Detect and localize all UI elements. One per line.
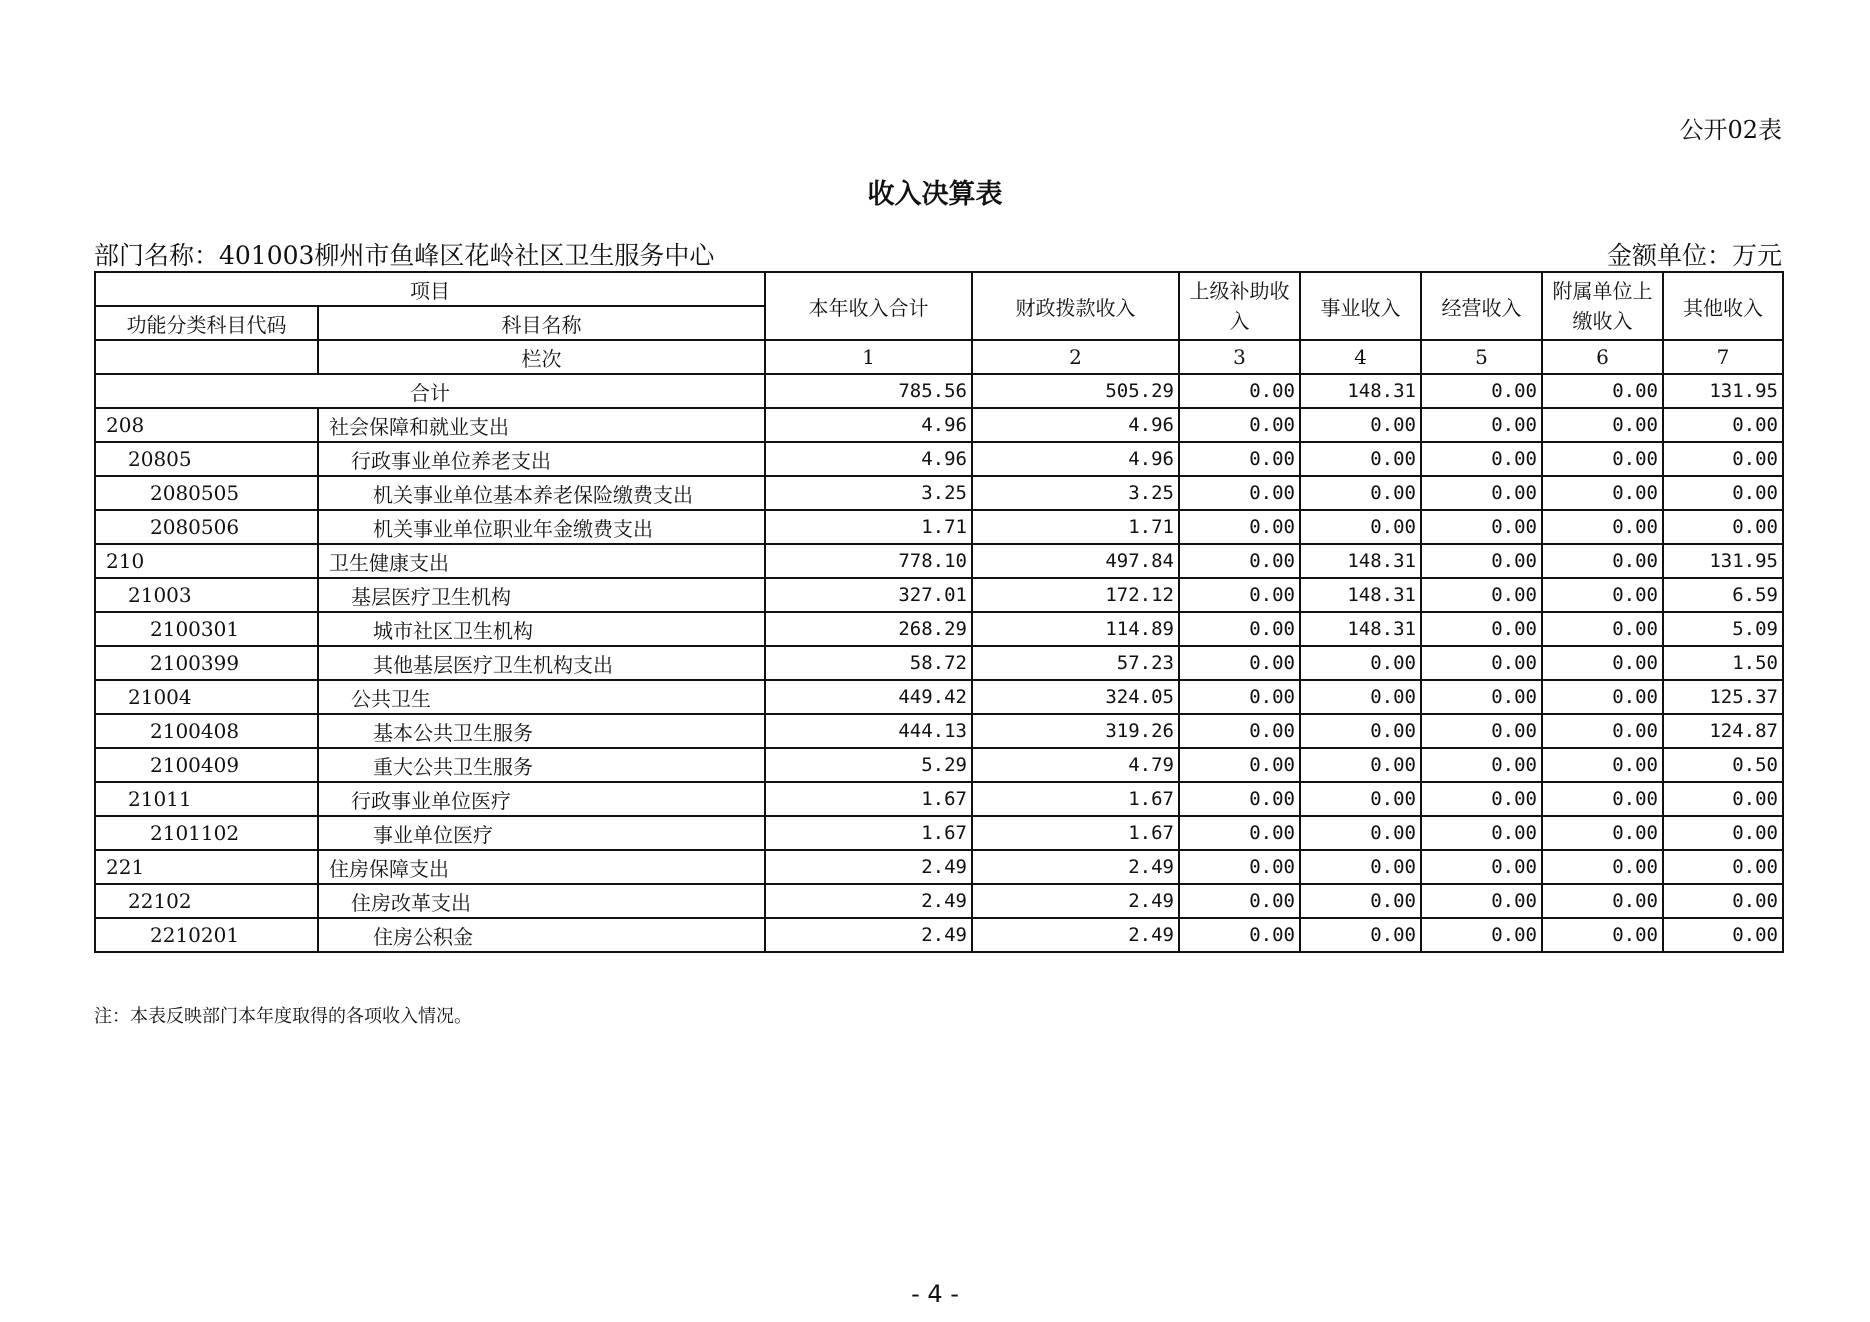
amount-cell: 5.29 bbox=[765, 748, 972, 782]
amount-cell: 0.00 bbox=[1542, 612, 1663, 646]
amount-cell: 2.49 bbox=[972, 884, 1179, 918]
amount-cell: 0.00 bbox=[1542, 680, 1663, 714]
subject-name: 住房保障支出 bbox=[318, 850, 765, 884]
total-row bbox=[95, 374, 1783, 408]
amount-cell: 3.25 bbox=[765, 476, 972, 510]
table-row bbox=[95, 612, 1783, 646]
amount-cell: 0.00 bbox=[1300, 476, 1421, 510]
total-value: 148.31 bbox=[1300, 374, 1421, 408]
amount-cell: 1.71 bbox=[972, 510, 1179, 544]
table-body bbox=[95, 272, 1783, 952]
amount-cell: 0.00 bbox=[1179, 578, 1300, 612]
amount-cell: 0.00 bbox=[1421, 918, 1542, 952]
amount-cell: 4.79 bbox=[972, 748, 1179, 782]
col-number: 4 bbox=[1300, 340, 1421, 374]
amount-cell: 4.96 bbox=[765, 442, 972, 476]
table-note: 注：本表反映部门本年度取得的各项收入情况。 bbox=[94, 1006, 472, 1027]
amount-cell: 0.00 bbox=[1421, 646, 1542, 680]
blank-cell bbox=[95, 340, 318, 374]
column-number-row bbox=[95, 340, 1783, 374]
amount-cell: 124.87 bbox=[1663, 714, 1783, 748]
amount-cell: 0.00 bbox=[1663, 850, 1783, 884]
subject-code: 22102 bbox=[95, 884, 318, 918]
amount-cell: 5.09 bbox=[1663, 612, 1783, 646]
amount-cell: 0.00 bbox=[1300, 884, 1421, 918]
subject-name: 重大公共卫生服务 bbox=[318, 748, 765, 782]
subject-name: 其他基层医疗卫生机构支出 bbox=[318, 646, 765, 680]
amount-cell: 1.67 bbox=[972, 782, 1179, 816]
amount-cell: 6.59 bbox=[1663, 578, 1783, 612]
header-name: 科目名称 bbox=[318, 306, 765, 340]
amount-cell: 0.00 bbox=[1300, 918, 1421, 952]
amount-cell: 0.00 bbox=[1542, 578, 1663, 612]
subject-code: 20805 bbox=[95, 442, 318, 476]
amount-cell: 0.00 bbox=[1421, 748, 1542, 782]
col-number: 1 bbox=[765, 340, 972, 374]
header-row-1 bbox=[95, 272, 1783, 306]
subject-code: 208 bbox=[95, 408, 318, 442]
amount-cell: 0.00 bbox=[1179, 680, 1300, 714]
amount-cell: 0.00 bbox=[1179, 714, 1300, 748]
amount-cell: 0.00 bbox=[1421, 442, 1542, 476]
amount-cell: 0.00 bbox=[1663, 816, 1783, 850]
table-row bbox=[95, 544, 1783, 578]
amount-cell: 0.00 bbox=[1179, 646, 1300, 680]
amount-cell: 0.50 bbox=[1663, 748, 1783, 782]
amount-cell: 1.71 bbox=[765, 510, 972, 544]
header-col-3: 上级补助收入 bbox=[1179, 272, 1300, 340]
page-title: 收入决算表 bbox=[867, 179, 1003, 210]
amount-cell: 0.00 bbox=[1421, 578, 1542, 612]
table-row bbox=[95, 476, 1783, 510]
subject-name: 住房改革支出 bbox=[318, 884, 765, 918]
amount-cell: 0.00 bbox=[1542, 850, 1663, 884]
subject-name: 事业单位医疗 bbox=[318, 816, 765, 850]
amount-cell: 0.00 bbox=[1421, 612, 1542, 646]
amount-cell: 0.00 bbox=[1542, 816, 1663, 850]
amount-cell: 0.00 bbox=[1421, 816, 1542, 850]
header-col-1: 本年收入合计 bbox=[765, 272, 972, 340]
header-col-6: 附属单位上缴收入 bbox=[1542, 272, 1663, 340]
amount-cell: 0.00 bbox=[1542, 476, 1663, 510]
amount-cell: 0.00 bbox=[1663, 408, 1783, 442]
amount-cell: 0.00 bbox=[1179, 544, 1300, 578]
col-number: 3 bbox=[1179, 340, 1300, 374]
amount-cell: 319.26 bbox=[972, 714, 1179, 748]
subject-code: 2080505 bbox=[95, 476, 318, 510]
amount-cell: 4.96 bbox=[972, 442, 1179, 476]
table-row bbox=[95, 782, 1783, 816]
amount-cell: 0.00 bbox=[1663, 884, 1783, 918]
amount-cell: 0.00 bbox=[1179, 442, 1300, 476]
amount-cell: 0.00 bbox=[1300, 408, 1421, 442]
subject-name: 社会保障和就业支出 bbox=[318, 408, 765, 442]
subject-code: 2080506 bbox=[95, 510, 318, 544]
table-row bbox=[95, 714, 1783, 748]
amount-cell: 327.01 bbox=[765, 578, 972, 612]
amount-cell: 0.00 bbox=[1542, 884, 1663, 918]
col-number: 5 bbox=[1421, 340, 1542, 374]
amount-cell: 0.00 bbox=[1300, 850, 1421, 884]
header-col-4: 事业收入 bbox=[1300, 272, 1421, 340]
total-value: 0.00 bbox=[1179, 374, 1300, 408]
amount-cell: 0.00 bbox=[1300, 782, 1421, 816]
amount-cell: 148.31 bbox=[1300, 544, 1421, 578]
page-number: - 4 - bbox=[911, 1280, 959, 1308]
amount-cell: 2.49 bbox=[765, 918, 972, 952]
amount-cell: 0.00 bbox=[1421, 884, 1542, 918]
header-col-7: 其他收入 bbox=[1663, 272, 1783, 340]
amount-cell: 0.00 bbox=[1542, 442, 1663, 476]
amount-cell: 0.00 bbox=[1663, 918, 1783, 952]
subject-name: 公共卫生 bbox=[318, 680, 765, 714]
amount-cell: 0.00 bbox=[1179, 918, 1300, 952]
table-row bbox=[95, 816, 1783, 850]
amount-cell: 114.89 bbox=[972, 612, 1179, 646]
subject-name: 机关事业单位基本养老保险缴费支出 bbox=[318, 476, 765, 510]
subject-name: 行政事业单位养老支出 bbox=[318, 442, 765, 476]
amount-cell: 0.00 bbox=[1663, 476, 1783, 510]
amount-cell: 0.00 bbox=[1300, 510, 1421, 544]
amount-cell: 0.00 bbox=[1421, 850, 1542, 884]
amount-cell: 268.29 bbox=[765, 612, 972, 646]
total-value: 0.00 bbox=[1421, 374, 1542, 408]
amount-cell: 0.00 bbox=[1421, 680, 1542, 714]
amount-cell: 131.95 bbox=[1663, 544, 1783, 578]
amount-cell: 0.00 bbox=[1300, 680, 1421, 714]
amount-cell: 58.72 bbox=[765, 646, 972, 680]
col-number: 6 bbox=[1542, 340, 1663, 374]
table-row bbox=[95, 646, 1783, 680]
form-number: 公开02表 bbox=[1679, 116, 1782, 144]
amount-cell: 0.00 bbox=[1421, 510, 1542, 544]
amount-cell: 0.00 bbox=[1179, 850, 1300, 884]
amount-cell: 148.31 bbox=[1300, 578, 1421, 612]
amount-cell: 57.23 bbox=[972, 646, 1179, 680]
subject-code: 2100399 bbox=[95, 646, 318, 680]
header-col-2: 财政拨款收入 bbox=[972, 272, 1179, 340]
amount-cell: 0.00 bbox=[1300, 816, 1421, 850]
subject-code: 21011 bbox=[95, 782, 318, 816]
amount-cell: 4.96 bbox=[765, 408, 972, 442]
table-row bbox=[95, 442, 1783, 476]
total-label: 合计 bbox=[95, 374, 765, 408]
subject-code: 2101102 bbox=[95, 816, 318, 850]
amount-cell: 0.00 bbox=[1179, 612, 1300, 646]
subject-code: 2100409 bbox=[95, 748, 318, 782]
header-col-5: 经营收入 bbox=[1421, 272, 1542, 340]
amount-cell: 0.00 bbox=[1421, 408, 1542, 442]
amount-cell: 0.00 bbox=[1542, 544, 1663, 578]
subject-name: 基本公共卫生服务 bbox=[318, 714, 765, 748]
amount-unit: 金额单位：万元 bbox=[1606, 241, 1782, 270]
amount-cell: 0.00 bbox=[1179, 782, 1300, 816]
amount-cell: 0.00 bbox=[1179, 748, 1300, 782]
col-number: 7 bbox=[1663, 340, 1783, 374]
amount-cell: 0.00 bbox=[1542, 646, 1663, 680]
amount-cell: 1.67 bbox=[765, 816, 972, 850]
subject-name: 城市社区卫生机构 bbox=[318, 612, 765, 646]
amount-cell: 449.42 bbox=[765, 680, 972, 714]
amount-cell: 1.50 bbox=[1663, 646, 1783, 680]
amount-cell: 0.00 bbox=[1179, 884, 1300, 918]
total-value: 785.56 bbox=[765, 374, 972, 408]
amount-cell: 1.67 bbox=[765, 782, 972, 816]
table-row bbox=[95, 510, 1783, 544]
amount-cell: 148.31 bbox=[1300, 612, 1421, 646]
header-item: 项目 bbox=[95, 272, 765, 306]
amount-cell: 0.00 bbox=[1542, 408, 1663, 442]
subject-name: 基层医疗卫生机构 bbox=[318, 578, 765, 612]
amount-cell: 2.49 bbox=[972, 850, 1179, 884]
subject-code: 21003 bbox=[95, 578, 318, 612]
subject-code: 221 bbox=[95, 850, 318, 884]
amount-cell: 1.67 bbox=[972, 816, 1179, 850]
table-row bbox=[95, 850, 1783, 884]
subject-code: 21004 bbox=[95, 680, 318, 714]
subject-code: 210 bbox=[95, 544, 318, 578]
income-table bbox=[94, 271, 1784, 953]
total-value: 131.95 bbox=[1663, 374, 1783, 408]
col-label: 栏次 bbox=[318, 340, 765, 374]
amount-cell: 0.00 bbox=[1179, 408, 1300, 442]
amount-cell: 778.10 bbox=[765, 544, 972, 578]
table-row bbox=[95, 408, 1783, 442]
total-value: 0.00 bbox=[1542, 374, 1663, 408]
amount-cell: 0.00 bbox=[1542, 782, 1663, 816]
table-row bbox=[95, 578, 1783, 612]
amount-cell: 0.00 bbox=[1300, 714, 1421, 748]
amount-cell: 4.96 bbox=[972, 408, 1179, 442]
amount-cell: 444.13 bbox=[765, 714, 972, 748]
amount-cell: 0.00 bbox=[1179, 510, 1300, 544]
amount-cell: 0.00 bbox=[1421, 782, 1542, 816]
subject-name: 机关事业单位职业年金缴费支出 bbox=[318, 510, 765, 544]
amount-cell: 0.00 bbox=[1421, 476, 1542, 510]
table-row bbox=[95, 918, 1783, 952]
amount-cell: 0.00 bbox=[1663, 782, 1783, 816]
subject-name: 住房公积金 bbox=[318, 918, 765, 952]
amount-cell: 0.00 bbox=[1421, 714, 1542, 748]
amount-cell: 0.00 bbox=[1663, 510, 1783, 544]
amount-cell: 0.00 bbox=[1179, 476, 1300, 510]
table-row bbox=[95, 748, 1783, 782]
table-row bbox=[95, 884, 1783, 918]
amount-cell: 0.00 bbox=[1300, 646, 1421, 680]
subject-code: 2210201 bbox=[95, 918, 318, 952]
subject-code: 2100301 bbox=[95, 612, 318, 646]
amount-cell: 3.25 bbox=[972, 476, 1179, 510]
amount-cell: 0.00 bbox=[1300, 442, 1421, 476]
amount-cell: 0.00 bbox=[1300, 748, 1421, 782]
subject-name: 行政事业单位医疗 bbox=[318, 782, 765, 816]
amount-cell: 324.05 bbox=[972, 680, 1179, 714]
amount-cell: 0.00 bbox=[1663, 442, 1783, 476]
amount-cell: 172.12 bbox=[972, 578, 1179, 612]
total-value: 505.29 bbox=[972, 374, 1179, 408]
amount-cell: 2.49 bbox=[972, 918, 1179, 952]
amount-cell: 497.84 bbox=[972, 544, 1179, 578]
amount-cell: 0.00 bbox=[1542, 714, 1663, 748]
amount-cell: 0.00 bbox=[1542, 510, 1663, 544]
amount-cell: 125.37 bbox=[1663, 680, 1783, 714]
amount-cell: 2.49 bbox=[765, 850, 972, 884]
amount-cell: 0.00 bbox=[1542, 918, 1663, 952]
table-row bbox=[95, 680, 1783, 714]
amount-cell: 2.49 bbox=[765, 884, 972, 918]
header-code: 功能分类科目代码 bbox=[95, 306, 318, 340]
subject-code: 2100408 bbox=[95, 714, 318, 748]
amount-cell: 0.00 bbox=[1179, 816, 1300, 850]
amount-cell: 0.00 bbox=[1421, 544, 1542, 578]
col-number: 2 bbox=[972, 340, 1179, 374]
subject-name: 卫生健康支出 bbox=[318, 544, 765, 578]
department-name: 部门名称：401003柳州市鱼峰区花岭社区卫生服务中心 bbox=[94, 241, 715, 270]
amount-cell: 0.00 bbox=[1542, 748, 1663, 782]
